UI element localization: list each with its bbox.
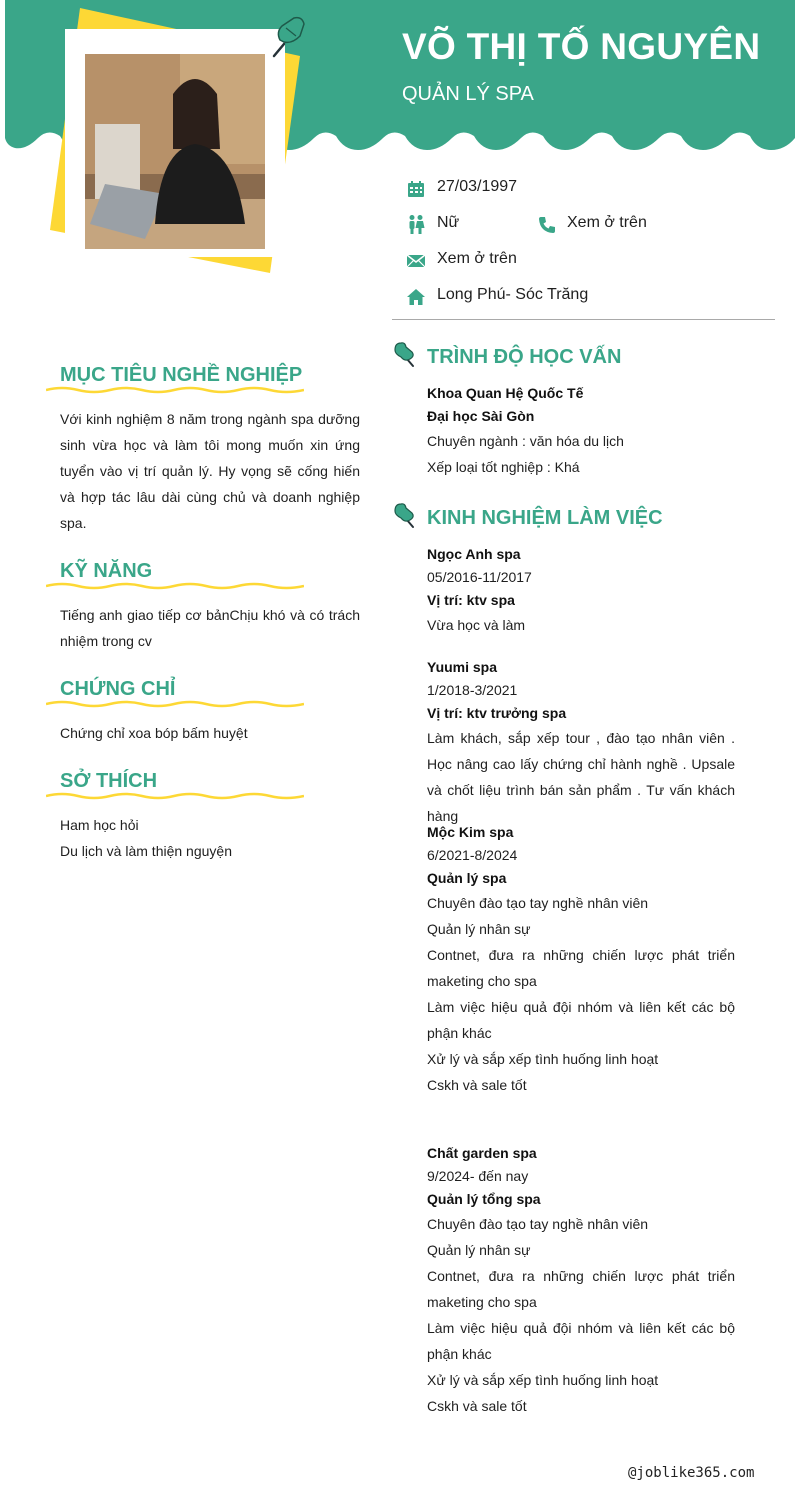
education-block: [427, 382, 735, 480]
objective-paragraph: Với kinh nghiệm 8 năm trong ngành spa dưỡng sinh vừa học và làm tôi mong muốn xin ứng tuyển vào vị trí quản lý. Hy vọng sẽ cống hiến và hợp tác lâu dài cùng chủ và doanh nghiệp spa.: [60, 411, 360, 531]
job-detail: Contnet, đưa ra những chiến lược phát triển maketing cho spa: [427, 1268, 735, 1310]
education-grade: Xếp loại tốt nghiệp : Khá: [427, 459, 580, 475]
education-faculty: Khoa Quan Hệ Quốc Tế: [427, 385, 584, 401]
job-title: QUẢN LÝ SPA: [402, 83, 534, 105]
job-company: Yuumi spa: [427, 659, 498, 675]
watermark: @joblike365.com: [628, 1465, 755, 1481]
home-icon: [406, 287, 426, 307]
education-major: Chuyên ngành : văn hóa du lịch: [427, 433, 624, 449]
hobbies-title: SỞ THÍCH: [60, 770, 158, 792]
education-title: TRÌNH ĐỘ HỌC VẤN: [427, 346, 622, 368]
job-detail: Chuyên đào tạo tay nghề nhân viên: [427, 895, 649, 911]
skills-paragraph: Tiếng anh giao tiếp cơ bảnChịu khó và có trách nhiệm trong cv: [60, 607, 360, 649]
job-entry: [427, 656, 735, 829]
job-company: Mộc Kim spa: [427, 824, 514, 840]
phone: Xem ở trên: [567, 214, 647, 231]
job-detail: Vừa học và làm: [427, 617, 526, 633]
job-entry: [427, 821, 735, 1098]
gender: Nữ: [437, 214, 460, 231]
job-detail: Cskh và sale tốt: [427, 1398, 527, 1414]
job-company: Chất garden spa: [427, 1145, 537, 1161]
hobby-item: Du lịch và làm thiện nguyện: [60, 843, 232, 859]
job-period: 9/2024- đến nay: [427, 1168, 529, 1184]
job-detail: Xử lý và sắp xếp tình huống linh hoạt: [427, 1051, 659, 1067]
job-period: 05/2016-11/2017: [427, 569, 532, 585]
hobby-item: Ham học hỏi: [60, 817, 139, 833]
job-position: Vị trí: ktv spa: [427, 592, 515, 608]
job-position: Vị trí: ktv trưởng spa: [427, 705, 567, 721]
job-detail: Quản lý nhân sự: [427, 921, 531, 937]
pushpin-icon: [391, 340, 419, 368]
objective-underline: [46, 385, 304, 395]
certificates-underline: [46, 699, 304, 709]
pin-icon: [266, 14, 308, 60]
certificates-text: [60, 720, 360, 746]
job-detail: Xử lý và sắp xếp tình huống linh hoạt: [427, 1372, 659, 1388]
job-position: Quản lý tổng spa: [427, 1191, 541, 1207]
skills-title: KỸ NĂNG: [60, 560, 153, 582]
pushpin-icon: [391, 501, 419, 529]
job-position: Quản lý spa: [427, 870, 507, 886]
job-detail: Làm khách, sắp xếp tour , đào tạo nhân viên . Học nâng cao lấy chứng chỉ hành nghề . Upsale và chốt liệu trình bán sản phẩm . Tư vấn khách hàng: [427, 730, 735, 824]
job-detail: Quản lý nhân sự: [427, 1242, 531, 1258]
job-detail: Chuyên đào tạo tay nghề nhân viên: [427, 1216, 649, 1232]
skills-text: [60, 602, 360, 654]
phone-icon: [537, 215, 557, 235]
gender-icon: [406, 214, 426, 234]
job-detail: Làm việc hiệu quả đội nhóm và liên kết các bộ phận khác: [427, 999, 735, 1041]
contact-divider: [392, 319, 775, 320]
experience-title: KINH NGHIỆM LÀM VIỆC: [427, 507, 663, 529]
education-school: Đại học Sài Gòn: [427, 408, 535, 424]
job-detail: Cskh và sale tốt: [427, 1077, 527, 1093]
job-company: Ngọc Anh spa: [427, 546, 521, 562]
email: Xem ở trên: [437, 250, 517, 267]
candidate-name: VÕ THỊ TỐ NGUYÊN: [402, 26, 761, 67]
objective-text: [60, 406, 360, 536]
job-period: 6/2021-8/2024: [427, 847, 518, 863]
hobbies-underline: [46, 791, 304, 801]
mail-icon: [406, 251, 426, 271]
job-entry: [427, 543, 735, 638]
address: Long Phú- Sóc Trăng: [437, 286, 589, 303]
birthday: 27/03/1997: [437, 178, 518, 195]
calendar-icon: [406, 179, 426, 199]
certificate-item: Chứng chỉ xoa bóp bấm huyệt: [60, 725, 248, 741]
hobbies-list: [60, 812, 360, 864]
job-entry: [427, 1142, 735, 1419]
objective-title: MỤC TIÊU NGHỀ NGHIỆP: [60, 364, 303, 386]
job-period: 1/2018-3/2021: [427, 682, 518, 698]
job-detail: Làm việc hiệu quả đội nhóm và liên kết các bộ phận khác: [427, 1320, 735, 1362]
job-detail: Contnet, đưa ra những chiến lược phát triển maketing cho spa: [427, 947, 735, 989]
certificates-title: CHỨNG CHỈ: [60, 678, 176, 700]
skills-underline: [46, 581, 304, 591]
profile-photo: [85, 54, 265, 249]
